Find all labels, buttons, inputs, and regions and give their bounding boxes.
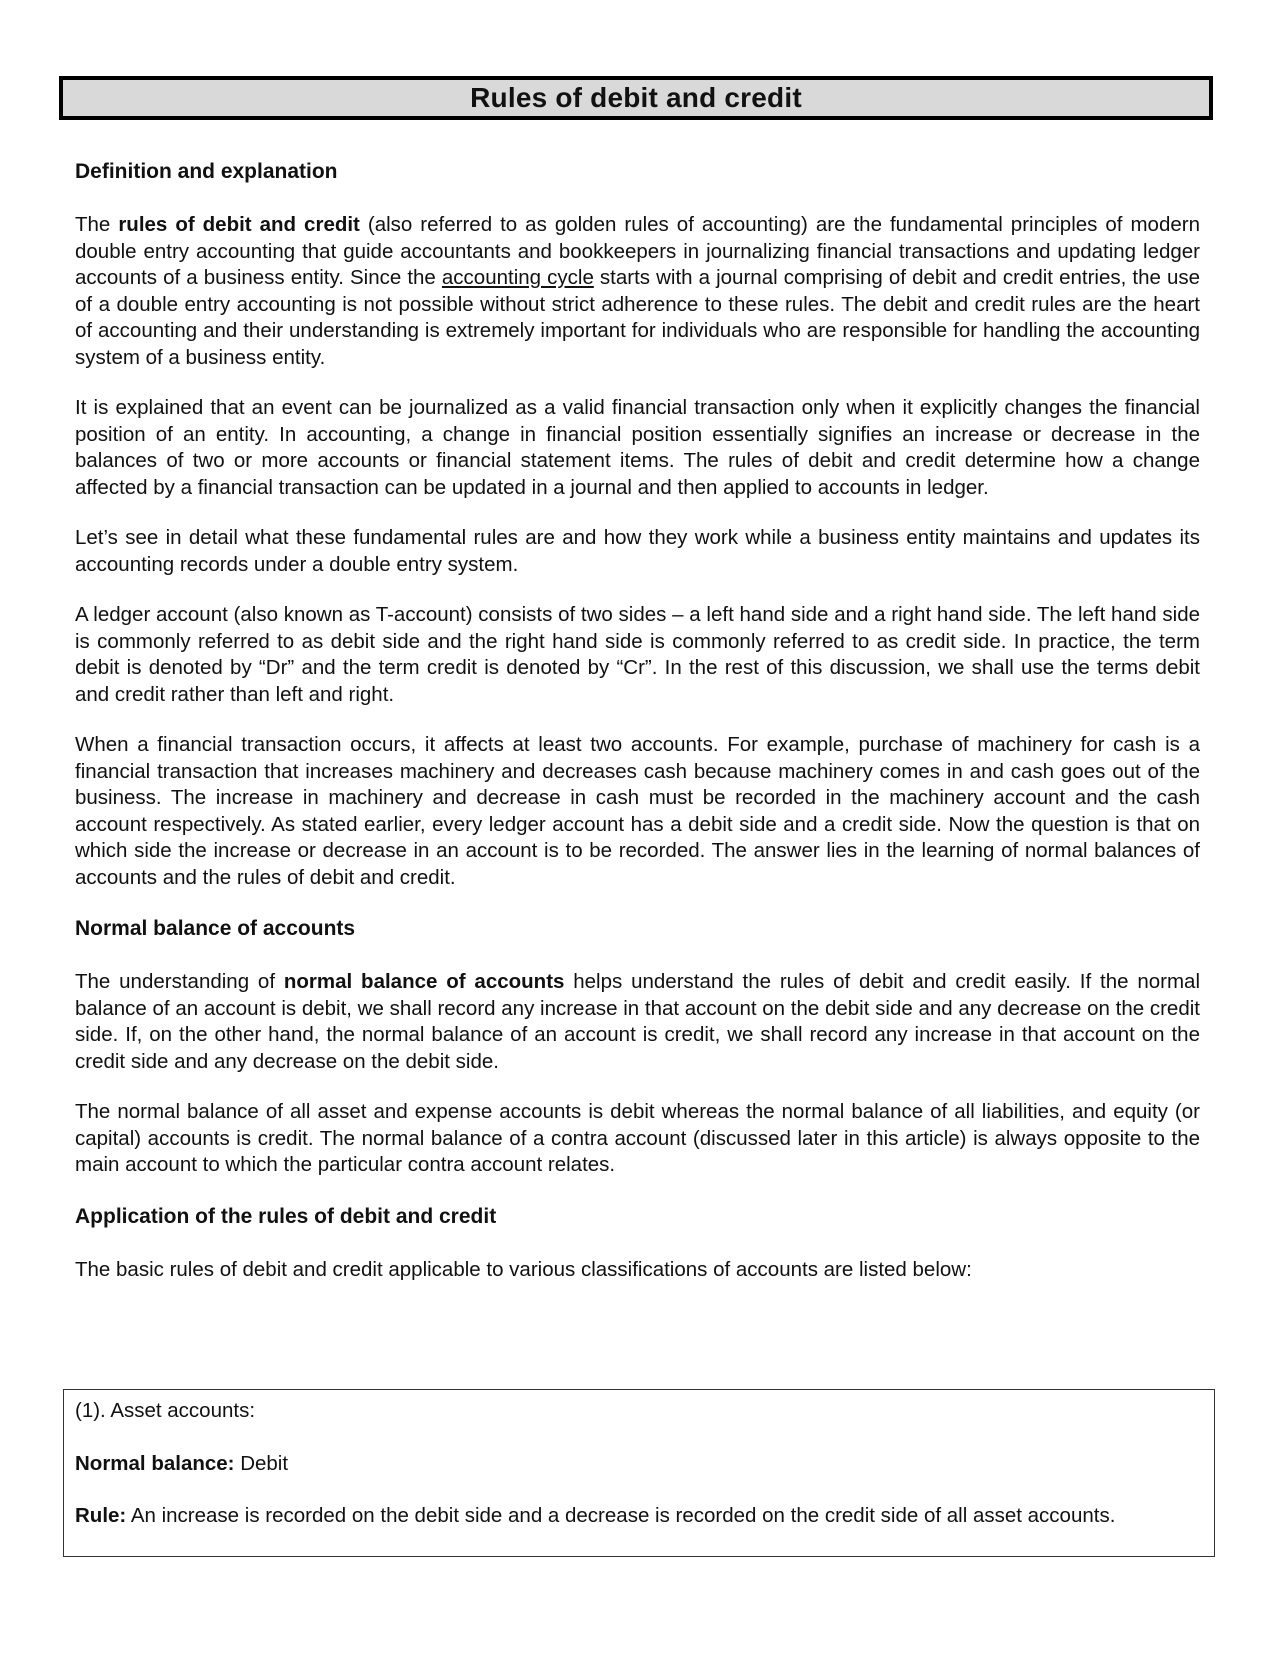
rule-box-rule: Rule: An increase is recorded on the debit side and a decrease is recorded on the credit side of all asset accounts. (75, 1504, 1116, 1527)
accounting-cycle-link[interactable]: accounting cycle (441, 266, 594, 289)
bold-term: normal balance of accounts (283, 970, 565, 993)
paragraph-lets-see: Let’s see in detail what these fundamental rules are and how they work while a business entity maintains and updates its accounting records under a double entry system. (75, 526, 1200, 576)
section-heading-definition: Definition and explanation (75, 160, 338, 183)
rule-box-normal-balance: Normal balance: Debit (75, 1451, 289, 1475)
page-title: Rules of debit and credit (470, 82, 802, 113)
paragraph-normal-balance-types: The normal balance of all asset and expense accounts is debit whereas the normal balance of all liabilities, and equity (or capital) accounts is credit. The normal balance of a contra account (discussed later in this article) is always opposite to the main account to which the particular contra account relates. (75, 1100, 1200, 1176)
section-heading-application: Application of the rules of debit and credit (75, 1204, 497, 1228)
asset-accounts-rule-box (63, 1389, 1215, 1557)
bold-term: rules of debit and credit (118, 213, 360, 236)
paragraph-transaction: When a financial transaction occurs, it affects at least two accounts. For example, purchase of machinery for cash is a financial transaction that increases machinery and decreases cash because machinery comes in and cash goes out of the business. The increase in machinery and decrease in cash must be recorded in the machinery account and the cash account respectively. As stated earlier, every ledger account has a debit side and a credit side. Now the question is that on which side the increase or decrease in an account is to be recorded. The answer lies in the learning of normal balances of accounts and the rules of debit and credit. (75, 733, 1200, 889)
paragraph-explained: It is explained that an event can be journalized as a valid financial transaction only when it explicitly changes the financial position of an entity. In accounting, a change in financial position essentially signifies an increase or decrease in the balances of two or more accounts or financial statement items. The rules of debit and credit determine how a change affected by a financial transaction can be updated in a journal and then applied to accounts in ledger. (75, 396, 1200, 499)
paragraph-intro: The rules of debit and credit (also referred to as golden rules of accounting) are the fundamental principles of modern double entry accounting that guide accountants and bookkeepers in journalizing financial transactions and updating ledger accounts of a business entity. Since the accounting cycle starts with a journal comprising of debit and credit entries, the use of a double entry accounting is not possible without strict adherence to these rules. The debit and credit rules are the heart of accounting and their understanding is extremely important for individuals who are responsible for handling the accounting system of a business entity. (75, 213, 1200, 369)
rule-box-title: (1). Asset accounts: (75, 1399, 256, 1422)
paragraph-ledger-account: A ledger account (also known as T-account) consists of two sides – a left hand side and a right hand side. The left hand side is commonly referred to as debit side and the right hand side is commonly referred to as credit side. In practice, the term debit is denoted by “Dr” and the term credit is denoted by “Cr”. In the rest of this discussion, we shall use the terms debit and credit rather than left and right. (75, 603, 1200, 706)
paragraph-application-intro: The basic rules of debit and credit applicable to various classifications of accounts are listed below: (75, 1257, 972, 1281)
title-box (59, 76, 1213, 120)
paragraph-normal-balance-understanding: The understanding of normal balance of accounts helps understand the rules of debit and credit easily. If the normal balance of an account is debit, we shall record any increase in that account on the debit side and any decrease on the credit side. If, on the other hand, the normal balance of an account is credit, we shall record any increase in that account on the credit side and any decrease on the debit side. (75, 970, 1200, 1073)
document-body (75, 150, 1200, 1307)
section-heading-normal-balance: Normal balance of accounts (75, 917, 356, 940)
